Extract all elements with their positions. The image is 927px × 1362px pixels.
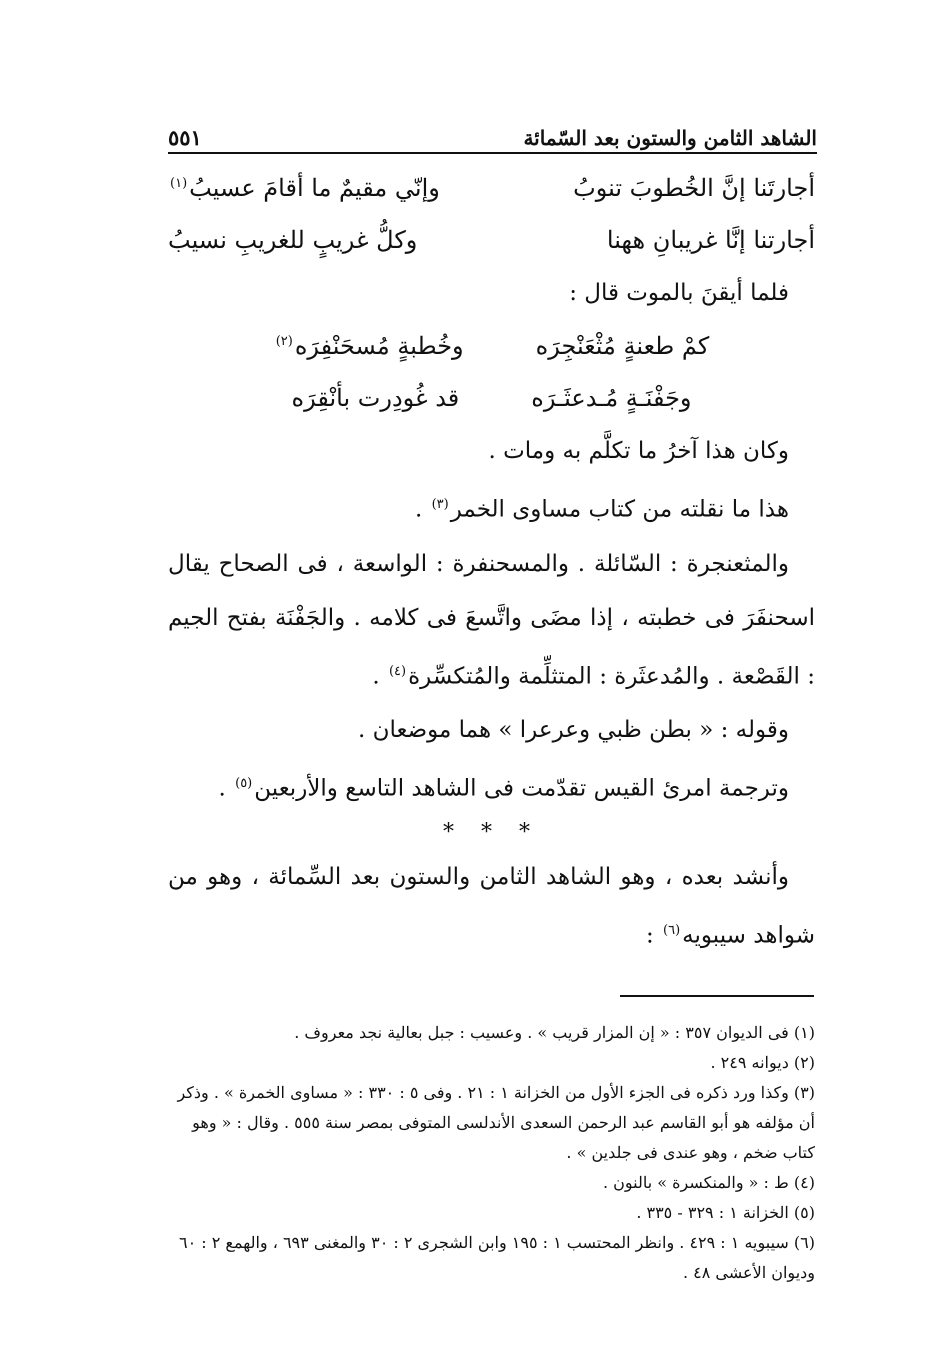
verse-first-hemistich: وجَفْنَـةٍ مُـدعثَـرَه bbox=[531, 384, 692, 412]
footnote-ref: (٤) bbox=[388, 663, 407, 679]
page-body bbox=[168, 162, 815, 963]
footnote-ref: (٦) bbox=[663, 922, 681, 938]
footnote-ref: (١) bbox=[170, 176, 188, 191]
verse-line bbox=[168, 320, 815, 372]
footnotes bbox=[168, 1018, 815, 1288]
verse-second-hemistich: قد غُودِرت بأنْقِرَه bbox=[291, 384, 460, 412]
footnote: (٢) ديوانه ٢٤٩ . bbox=[710, 1053, 815, 1072]
verse-first-hemistich: أجارتَنا إنَّ الخُطوبَ تنوبُ bbox=[573, 174, 815, 202]
footnote: (٦) سيبويه ١ : ٤٢٩ . وانظر المحتسب ١ : ١٩٥ وابن الشجرى ٢ : ٣٠ والمغنى ٦٩٣ ، والهمع ٢ : ٦٠ وديوان الأعشى ٤٨ . bbox=[179, 1233, 815, 1282]
running-header bbox=[168, 112, 817, 154]
footnote-ref: (٥) bbox=[235, 776, 253, 792]
verse-line bbox=[168, 372, 815, 424]
footnote: (٣) وكذا ورد ذكره فى الجزء الأول من الخزانة ١ : ٢١ . وفى ٥ : ٣٣٠ : « مساوى الخمرة » . وذكر أن مؤلفه هو أبو القاسم عبد الرحمن السعدى الأندلسى المتوفى بمصر سنة ٥٥٥ . وقال : « وهو كتاب ضخم ، وهو عندى فى جلدين » . bbox=[177, 1083, 815, 1162]
page-number: ٥٥١ bbox=[168, 125, 202, 150]
verse-second-hemistich: وكلُّ غريبٍ للغريبِ نسيبُ bbox=[168, 226, 418, 254]
footnote-ref: (٣) bbox=[431, 497, 449, 512]
footnote-separator bbox=[620, 995, 814, 997]
footnote-ref: (٢) bbox=[275, 334, 293, 349]
verse-second-hemistich: وخُطبةٍ مُسحَنْفِرَه bbox=[294, 332, 464, 360]
footnote: (١) فى الديوان ٣٥٧ : « إن المزار قريب » . وعسيب : جبل بعالية نجد معروف . bbox=[294, 1023, 815, 1042]
verse-first-hemistich: أجارتنا إنَّا غريبانِ ههنا bbox=[606, 226, 815, 254]
paragraph-biography: وترجمة امرئ القيس تقدّمت فى الشاهد التاسع والأربعين$^{(٥)}$ . bbox=[218, 775, 789, 802]
footnote: (٤) ط : « والمنكسرة » بالنون . bbox=[602, 1173, 815, 1192]
running-title: الشاهد الثامن والستون بعد السّمائة bbox=[523, 126, 817, 150]
section-divider-stars: * * * bbox=[443, 819, 540, 845]
verse-line bbox=[168, 214, 815, 266]
footnote: (٥) الخزانة ١ : ٣٢٩ - ٣٣٥ . bbox=[636, 1203, 815, 1222]
paragraph-quote: وقوله : « بطن ظبي وعرعرا » هما موضعان . bbox=[357, 717, 789, 744]
paragraph-source: هذا ما نقلته من كتاب مساوى الخمر$^{(٣)}$ . bbox=[414, 496, 789, 523]
verse-first-hemistich: كمْ طعنةٍ مُثْعَنْجِرَه bbox=[535, 332, 710, 360]
verse-line bbox=[168, 162, 815, 214]
verse-second-hemistich: وإنّي مقيمٌ ما أقامَ عسيبُ bbox=[189, 174, 440, 202]
paragraph-last-words: وكان هذا آخرُ ما تكلَّم به ومات . bbox=[488, 438, 789, 464]
intro-line: فلما أيقنَ بالموت قال : bbox=[569, 280, 789, 306]
paragraph-glossary: والمثعنجرة : السّائلة . والمسحنفرة : الواسعة ، فى الصحاح يقال اسحنفَرَ فى خطبته ، إذا مضَى واتَّسعَ فى كلامه . والجَفْنَة بفتح الجيم : القَصْعة . والمُدعثَرة : المتثلِّمة والمُتكسِّرة$^{(٤)}$ . bbox=[168, 550, 815, 690]
paragraph-next-shahid: وأنشد بعده ، وهو الشاهد الثامن والستون بعد السِّمائة ، وهو من شواهد سيبويه$^{(٦)}$ : bbox=[168, 863, 815, 949]
